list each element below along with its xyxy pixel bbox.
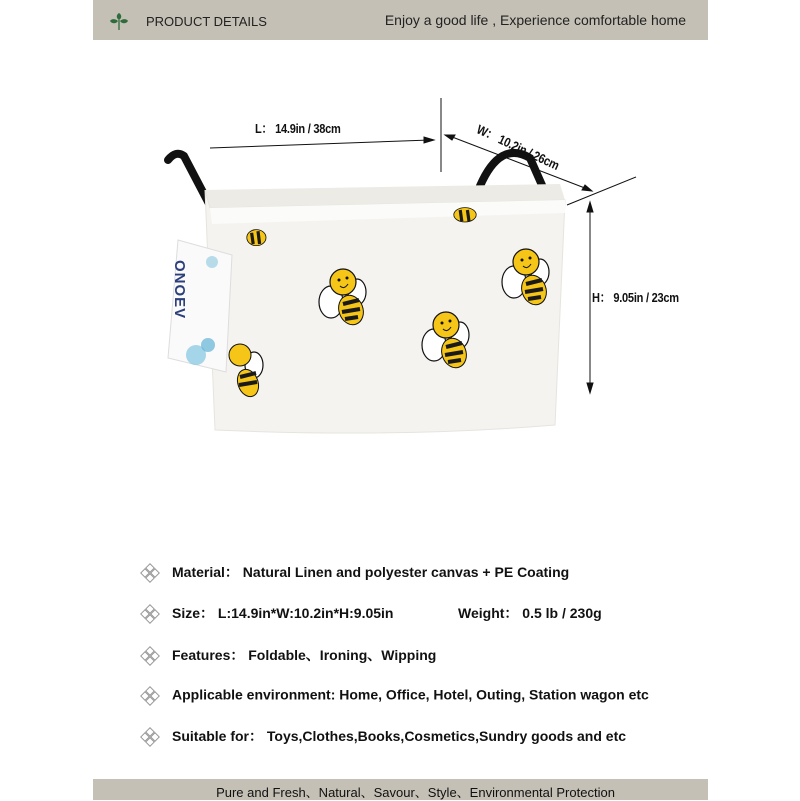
spec-text: Material： Natural Linen and polyester canvas + PE Coating bbox=[172, 564, 570, 580]
footer-text: Pure and Fresh、Natural、Savour、Style、Environmental Protection bbox=[216, 785, 615, 800]
height-label: H： 9.05in / 23cm bbox=[592, 290, 679, 305]
spec-size bbox=[140, 603, 602, 624]
spec-text: Features： Foldable、Ironing、Wipping bbox=[172, 647, 437, 663]
spec-environment bbox=[140, 686, 649, 706]
spec-suitable bbox=[140, 726, 626, 747]
spec-material bbox=[140, 562, 569, 583]
spec-text: Applicable environment: Home, Office, Hotel, Outing, Station wagon etc bbox=[172, 686, 649, 703]
diamond-flower-icon bbox=[140, 727, 160, 747]
slogan: Enjoy a good life , Experience comfortable home bbox=[384, 12, 686, 28]
diamond-flower-icon bbox=[140, 563, 160, 583]
spec-weight: Weight： 0.5 lb / 230g bbox=[458, 605, 602, 621]
diamond-flower-icon bbox=[140, 686, 160, 706]
diamond-flower-icon bbox=[140, 604, 160, 624]
spec-text: Size： L:14.9in*W:10.2in*H:9.05in bbox=[172, 605, 394, 621]
diamond-flower-icon bbox=[140, 646, 160, 666]
width-label: W： 10.2in / 26cm bbox=[474, 121, 562, 173]
spec-features bbox=[140, 645, 436, 666]
brand-tag-text: ONOEV bbox=[171, 260, 188, 320]
length-label: L： 14.9in / 38cm bbox=[255, 121, 341, 136]
bee-icon bbox=[247, 230, 266, 246]
section-title: PRODUCT DETAILS bbox=[146, 14, 267, 29]
basket bbox=[205, 184, 565, 433]
spec-text: Suitable for： Toys,Clothes,Books,Cosmetics,Sundry goods and etc bbox=[172, 728, 627, 744]
bee-icon bbox=[454, 208, 476, 222]
footer-bar bbox=[93, 779, 708, 800]
